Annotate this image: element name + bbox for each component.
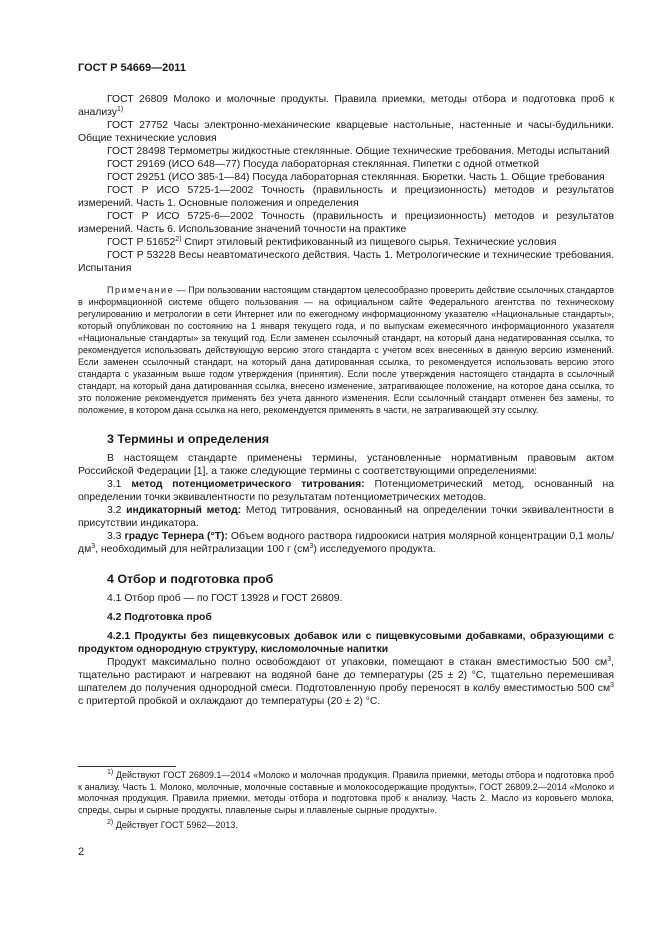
clause-4-2: 4.2 Подготовка проб	[107, 612, 212, 623]
footnote: $^{2)}$ Действует ГОСТ 5962—2013.	[107, 819, 238, 830]
footnote: $^{1)}$ Действуют ГОСТ 26809.1—2014 «Молоко и молочная продукция. Правила приемки, методы отбора и подготовка проб к анализу. Часть 1. Молоко, молочные, молочные составные и молокосодержащие продукты», ГОСТ 26809.2—2014 «Молоко и молочная продукция. Правила приемки, методы отбора и подготовка проб к анализу. Часть 2. Масло из коровьего молока, спреды, сыры и сырные продукты, плавленые сыры и плавленые сырные продукты».	[78, 769, 614, 815]
term-definition: 3.2 индикаторный метод: Метод титрования, основанный на определении точки эквивалентности в присутствии индикатора.	[78, 505, 614, 529]
document-header: ГОСТ Р 54669—2011	[78, 62, 186, 74]
clause-4-2-1-title: 4.2.1 Продукты без пищевкусовых добавок или с пищевкусовыми добавками, образующими с продуктом однородную структуру, кисломолочные напитки	[78, 631, 614, 655]
footnotes	[78, 770, 614, 832]
clause-4-2-1-body: Продукт максимально полно освобождают от упаковки, помещают в стакан вместимостью 500 $см^3$, тщательно растирают и нагревают на водяной бане до температуры (25 ± 2) °С, тщательно перемешивая шпателем до получения однородной смеси. Подготовленную пробу переносят в колбу вместимостью 500 $см^3$ с притертой пробкой и охлаждают до температуры (20 ± 2) °С.	[78, 656, 614, 707]
reference-item: ГОСТ Р 51652$^{2)}$ Спирт этиловый ректификованный из пищевого сырья. Технические условия	[107, 236, 557, 248]
footnote-separator	[78, 766, 176, 767]
note-paragraph: Примечание — При пользовании настоящим стандартом целесообразно проверить действие ссылочных стандартов в информационной системе общего пользования — на официальном сайте Федерального агентства по техническому регулированию и метрологии в сети Интернет или по ежегодному информационному указателю «Национальные стандарты», который опубликован по состоянию на 1 января текущего года, и по выпускам ежемесячного информационного указателя «Национальные стандарты» за текущий год. Если заменен ссылочный стандарт, на который дана недатированная ссылка, то рекомендуется использовать действующую версию этого стандарта с учетом всех внесенных в данную версию изменений. Если заменен ссылочный стандарт, на который дана датированная ссылка, то рекомендуется использовать версию этого стандарта с указанным выше годом утверждения (принятия). Если после утверждения настоящего стандарта в ссылочный стандарт, на который дана датированная ссылка, внесено изменение, затрагивающее положение, на которое дана ссылка, то это положение рекомендуется применять без учета данного изменения. Если ссылочный стандарт отменен без замены, то положение, в котором дана ссылка на него, рекомендуется применять в части, не затрагивающей эту ссылку.	[78, 285, 614, 415]
reference-item: ГОСТ 29251 (ИСО 385-1—84) Посуда лабораторная стеклянная. Бюретки. Часть 1. Общие требования	[107, 172, 605, 183]
reference-item: ГОСТ 27752 Часы электронно-механические кварцевые настольные, настенные и часы-будильники. Общие технические условия	[78, 120, 614, 144]
clause-4-1: 4.1 Отбор проб — по ГОСТ 13928 и ГОСТ 26809.	[107, 593, 343, 604]
document-body	[78, 93, 614, 708]
reference-item: ГОСТ 28498 Термометры жидкостные стеклянные. Общие технические требования. Методы испытаний	[107, 146, 610, 157]
reference-item: ГОСТ Р ИСО 5725-1—2002 Точность (правильность и прецизионность) методов и результатов измерений. Часть 1. Основные положения и определения	[78, 185, 614, 209]
section-4-title: 4 Отбор и подготовка проб	[107, 572, 274, 586]
reference-item: ГОСТ 26809 Молоко и молочные продукты. Правила приемки, методы отбора и подготовка проб к анализу$^{1)}$	[78, 94, 614, 118]
section-3-intro: В настоящем стандарте применены термины, установленные нормативным правовым актом Российской Федерации [1], а также следующие термины с соответствующими определениями:	[78, 453, 614, 477]
reference-item: ГОСТ Р ИСО 5725-6—2002 Точность (правильность и прецизионность) методов и результатов измерений. Часть 6. Использование значений точности на практике	[78, 211, 614, 235]
page-number: 2	[78, 846, 85, 858]
reference-item: ГОСТ 29169 (ИСО 648—77) Посуда лабораторная стеклянная. Пипетки с одной отметкой	[107, 159, 540, 170]
section-3-title: 3 Термины и определения	[107, 432, 270, 446]
note-label: Примечание	[107, 285, 175, 295]
reference-item: ГОСТ Р 53228 Весы неавтоматического действия. Часть 1. Метрологические и технические требования. Испытания	[78, 250, 614, 274]
term-definition: 3.1 метод потенциометрического титрования: Потенциометрический метод, основанный на определении точки эквивалентности по результатам потенциометрических методов.	[78, 479, 614, 503]
term-definition: 3.3 градус Тернера (°Т): Объем водного раствора гидроокиси натрия молярной концентрации 0,1 моль/$дм^3$, необходимый для нейтрализации 100 г $(см^3)$ исследуемого продукта.	[78, 531, 614, 555]
